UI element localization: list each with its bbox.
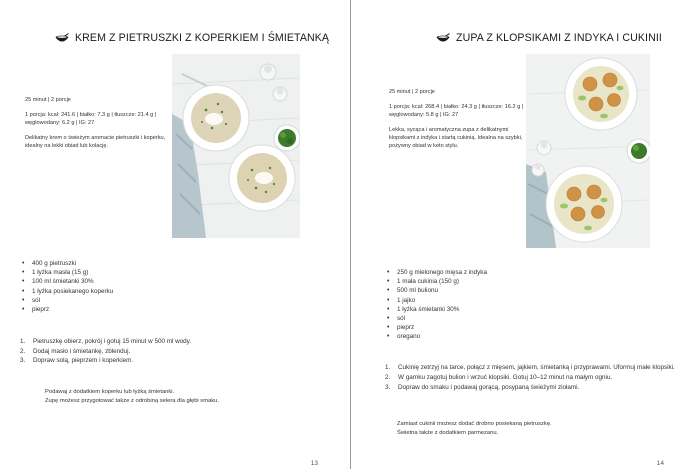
time-portions: 25 minut | 2 porcje [389, 89, 435, 95]
ingredient-item: • 1 łyżka masła (15 g) [20, 268, 113, 277]
recipe-meta [389, 88, 529, 157]
page-number: 13 [310, 460, 318, 467]
step-number: 3. [385, 384, 391, 391]
ingredient-item: • sól [20, 296, 113, 305]
ingredient-item: • 1 łyżka posiekanego koperku [20, 287, 113, 296]
step-item [20, 337, 320, 347]
ingredient-item: • pieprz [385, 323, 487, 332]
serving-note [45, 388, 305, 405]
recipe-description: Delikatny krem o świeżym aromacie pietruszki i koperku, idealny na lekki obiad lub kolację. [25, 135, 166, 149]
step-item [20, 356, 320, 366]
step-number: 2. [385, 374, 391, 381]
step-item [385, 373, 675, 383]
recipe-photo [526, 54, 650, 248]
ingredient-item: • 1 mała cukinia (150 g) [385, 277, 487, 286]
note-line: Podawaj z dodatkiem koperku lub łyżką śmietanki. [45, 389, 175, 395]
ingredient-item: • 100 ml śmietanki 30% [20, 277, 113, 286]
steps-list [20, 337, 320, 366]
step-text: Dopraw do smaku i podawaj gorącą, posypaną świeżymi ziołami. [398, 384, 580, 391]
page-number: 14 [656, 460, 664, 467]
recipe-meta [25, 96, 175, 157]
step-text: Dodaj masło i śmietankę, zblenduj. [33, 347, 131, 355]
steps-list [385, 363, 675, 393]
note-line: Zupę możesz przygotować także z odrobiną selera dla głębi smaku. [45, 397, 219, 404]
ingredient-item: • sól [385, 314, 487, 323]
step-number: 1. [20, 338, 26, 345]
ingredient-item: • 500 ml bulionu [385, 286, 487, 295]
ingredient-item: • 1 jajko [385, 296, 487, 305]
ingredient-item: • 400 g pietruszki [20, 259, 113, 268]
serving-note [397, 420, 657, 437]
note-line: Świetna także z dodatkiem parmezanu. [397, 429, 499, 436]
recipe-title: KREM Z PIETRUSZKI Z KOPERKIEM I ŚMIETANKĄ [75, 32, 330, 44]
note-line: Zamiast cukinii możesz dodać drobno posiekaną pietruszkę. [397, 421, 552, 427]
ingredient-item: • pieprz [20, 305, 113, 314]
recipe-description: Lekka, sycąca i aromatyczna zupa z delikatnymi klopsikami z indyka i startą cukinią. Idealna na szybki, pożywny obiad w keto stylu. [389, 127, 523, 149]
step-text: Dopraw solą, pieprzem i koperkiem. [33, 357, 134, 364]
recipe-title: ZUPA Z KLOPSIKAMI Z INDYKA I CUKINII [456, 32, 662, 44]
ingredient-item: • oregano [385, 332, 487, 341]
recipe-title-row [436, 32, 662, 44]
step-number: 2. [20, 347, 26, 355]
step-text: Pietruszkę obierz, pokrój i gotuj 15 minut w 500 ml wody. [33, 338, 192, 345]
nutrition-info: 1 porcja: kcal: 241.6 | białko: 7.3 g | tłuszcze: 21.4 g | węglowodany: 6.2 g | IG: 27 [25, 112, 157, 126]
ingredients-list [20, 259, 113, 314]
ingredient-item: • 1 łyżka śmietanki 30% [385, 305, 487, 314]
ingredient-item: • 250 g mielonego mięsa z indyka [385, 268, 487, 277]
step-item [385, 363, 675, 373]
recipe-title-row [55, 32, 329, 44]
soup-bowl-icon [55, 33, 69, 44]
right-page [351, 0, 700, 469]
nutrition-info: 1 porcja: kcal: 268.4 | białko: 24.3 g | tłuszcze: 16.2 g | węglowodany: 5.8 g | IG: 27 [389, 104, 524, 118]
step-number: 3. [20, 357, 26, 364]
recipe-photo [172, 54, 300, 238]
ingredients-list [385, 268, 487, 342]
step-item [20, 347, 320, 357]
step-number: 1. [385, 364, 391, 371]
time-portions: 25 minut | 2 porcje [25, 97, 71, 103]
soup-bowl-icon [436, 33, 450, 44]
step-text: W garnku zagotuj bulion i wrzuć klopsiki. Gotuj 10–12 minut na małym ogniu. [398, 374, 613, 381]
step-text: Cukinię zetrzyj na tarce, połącz z mięsem, jajkiem, śmietanką i przyprawami. Uformuj małe klopsiki. [398, 364, 675, 371]
step-item [385, 383, 675, 393]
